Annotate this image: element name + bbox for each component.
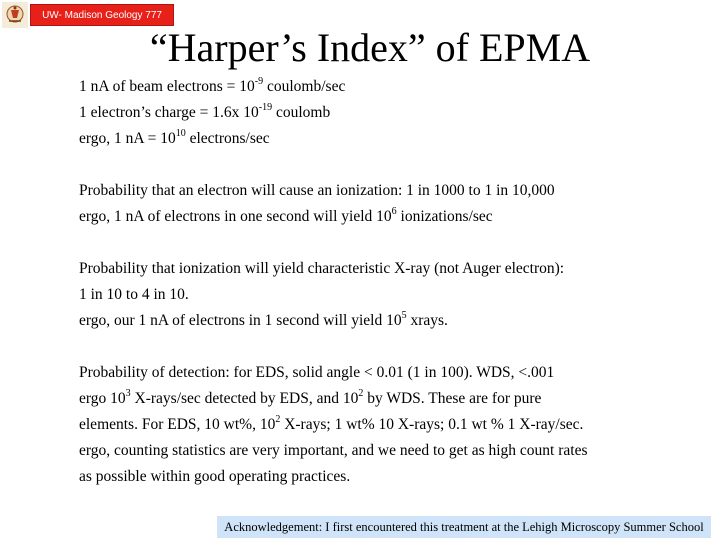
text-run: X-rays/sec detected by EDS, and 10 (130, 390, 359, 407)
slide-body (79, 74, 709, 490)
text-line (79, 256, 709, 282)
text-run: ergo, counting statistics are very important, and we need to get as high count rates (79, 442, 588, 459)
text-run: elements. For EDS, 10 wt%, 10 (79, 416, 276, 433)
superscript-exponent: 5 (401, 310, 407, 321)
text-run: X-rays; 1 wt% 10 X-rays; 0.1 wt % 1 X-ray/sec. (280, 416, 584, 433)
course-badge: UW- Madison Geology 777 (30, 4, 174, 26)
text-line (79, 100, 709, 126)
superscript-exponent: 6 (391, 206, 397, 217)
text-run: ergo 10 (79, 390, 126, 407)
text-line (79, 308, 709, 334)
superscript-exponent: -19 (258, 102, 273, 113)
text-run: as possible within good operating practices. (79, 468, 351, 485)
text-run: Probability that an electron will cause an ionization: 1 in 1000 to 1 in 10,000 (79, 182, 555, 199)
superscript-exponent: -9 (254, 76, 264, 87)
text-line (79, 126, 709, 152)
text-line (79, 204, 709, 230)
text-run: coulomb/sec (263, 78, 346, 95)
text-run: ionizations/sec (396, 208, 493, 225)
text-run: xrays. (406, 312, 448, 329)
text-line (79, 360, 709, 386)
superscript-exponent: 2 (275, 414, 281, 425)
acknowledgement-note: Acknowledgement: I first encountered this treatment at the Lehigh Microscopy Summer School (217, 516, 711, 538)
text-line (79, 464, 709, 490)
text-run: electrons/sec (185, 130, 270, 147)
paragraph-spacer (79, 152, 709, 178)
superscript-exponent: 2 (358, 388, 364, 399)
text-run: Probability of detection: for EDS, solid angle < 0.01 (1 in 100). WDS, <.001 (79, 364, 555, 381)
text-line (79, 386, 709, 412)
text-run: 1 electron’s charge = 1.6x 10 (79, 104, 259, 121)
text-line (79, 412, 709, 438)
text-line (79, 282, 709, 308)
text-run: ergo, 1 nA = 10 (79, 130, 176, 147)
text-line (79, 178, 709, 204)
text-run: by WDS. These are for pure (363, 390, 542, 407)
slide-title: “Harper’s Index” of EPMA (149, 25, 591, 70)
text-run: 1 nA of beam electrons = 10 (79, 78, 255, 95)
text-line (79, 438, 709, 464)
text-run: ergo, our 1 nA of electrons in 1 second will yield 10 (79, 312, 402, 329)
text-run: ergo, 1 nA of electrons in one second will yield 10 (79, 208, 392, 225)
paragraph-spacer (79, 230, 709, 256)
text-run: 1 in 10 to 4 in 10. (79, 286, 189, 303)
superscript-exponent: 10 (175, 128, 186, 139)
text-line (79, 74, 709, 100)
superscript-exponent: 3 (125, 388, 131, 399)
paragraph-spacer (79, 334, 709, 360)
text-run: coulomb (272, 104, 331, 121)
text-run: Probability that ionization will yield characteristic X-ray (not Auger electron): (79, 260, 565, 277)
